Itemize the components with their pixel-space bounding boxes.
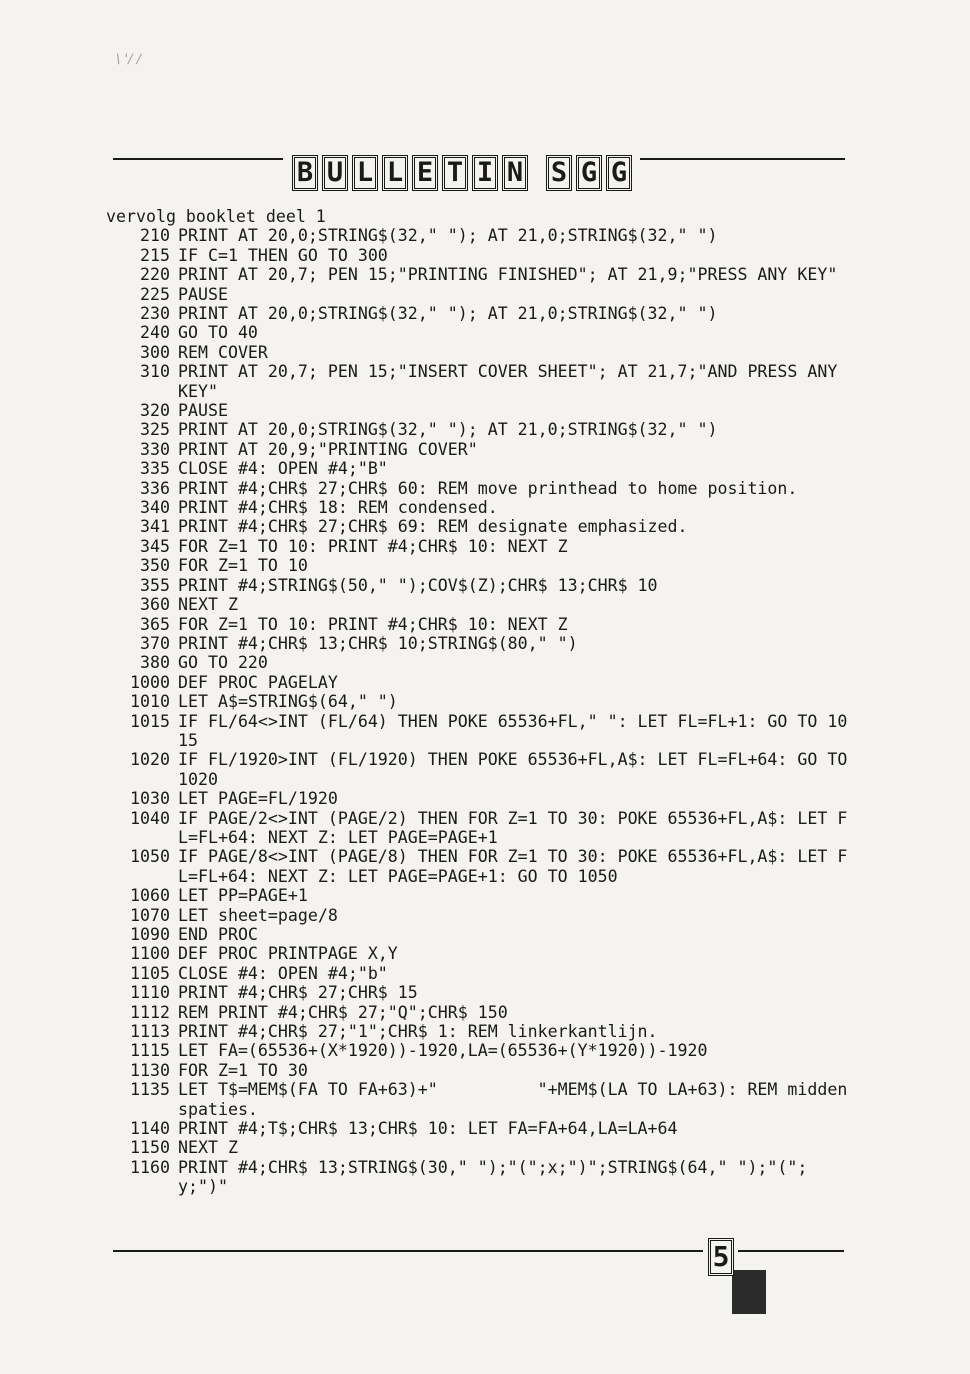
code-line (106, 323, 851, 342)
code-line (106, 285, 851, 304)
page-number: 5 (708, 1238, 734, 1276)
code-line (106, 1119, 851, 1138)
line-number: 350 (140, 556, 170, 576)
line-code: LET PAGE=FL/1920 (178, 789, 338, 809)
line-number: 1050 (130, 847, 170, 867)
line-number: 1040 (130, 808, 170, 828)
code-line (106, 304, 851, 323)
code-line (106, 595, 851, 614)
line-number: 1115 (130, 1041, 170, 1061)
banner-letter: L (382, 155, 408, 191)
line-number: 1070 (130, 905, 170, 925)
line-number: 1130 (130, 1060, 170, 1080)
line-code: DEF PROC PAGELAY (178, 672, 338, 692)
line-number: 365 (140, 614, 170, 634)
line-code: LET A$=STRING$(64," ") (178, 692, 398, 712)
line-number: 230 (140, 304, 170, 324)
line-number: 240 (140, 323, 170, 343)
code-line (106, 1041, 851, 1060)
listing-heading: vervolg booklet deel 1 (106, 207, 326, 226)
line-number: 330 (140, 439, 170, 459)
line-code: PRINT #4;CHR$ 27;"1";CHR$ 1: REM linkerkantlijn. (178, 1022, 658, 1042)
line-number: 341 (140, 517, 170, 537)
pencil-annotation: \ '/ / (116, 52, 141, 67)
banner-word-sgg (546, 155, 632, 191)
banner-letter: N (502, 155, 528, 191)
line-code: PRINT AT 20,0;STRING$(32," "); AT 21,0;STRING$(32," ") (178, 226, 718, 246)
line-number: 1113 (130, 1022, 170, 1042)
line-code: END PROC (178, 925, 258, 945)
line-number: 1135 (130, 1080, 170, 1100)
banner-letter: L (352, 155, 378, 191)
line-code: PRINT AT 20,0;STRING$(32," "); AT 21,0;STRING$(32," ") (178, 420, 718, 440)
line-code: PRINT #4;T$;CHR$ 13;CHR$ 10: LET FA=FA+64,LA=LA+64 (178, 1119, 678, 1139)
line-code: LET PP=PAGE+1 (178, 886, 308, 906)
line-number: 345 (140, 536, 170, 556)
line-code: GO TO 220 (178, 653, 268, 673)
banner-letter: T (442, 155, 468, 191)
line-code: PRINT AT 20,0;STRING$(32," "); AT 21,0;STRING$(32," ") (178, 304, 718, 324)
line-code: PRINT AT 20,7; PEN 15;"INSERT COVER SHEET"; AT 21,7;"AND PRESS ANY KEY" (178, 362, 848, 401)
line-number: 1112 (130, 1002, 170, 1022)
line-code: FOR Z=1 TO 10: PRINT #4;CHR$ 10: NEXT Z (178, 614, 568, 634)
banner-letter: U (322, 155, 348, 191)
code-line (106, 362, 851, 401)
code-line (106, 692, 851, 711)
line-code: PRINT #4;CHR$ 27;CHR$ 69: REM designate emphasized. (178, 517, 688, 537)
footer-rule-right (738, 1250, 844, 1252)
banner-letter: B (292, 155, 318, 191)
code-line (106, 226, 851, 245)
code-line (106, 498, 851, 517)
line-code: CLOSE #4: OPEN #4;"b" (178, 963, 388, 983)
line-number: 1060 (130, 886, 170, 906)
line-number: 1100 (130, 944, 170, 964)
line-code: PRINT #4;CHR$ 13;STRING$(30," ");"(";x;")";STRING$(64," ");"(";y;")" (178, 1157, 808, 1197)
line-number: 370 (140, 633, 170, 653)
code-line (106, 479, 851, 498)
line-code: PRINT #4;CHR$ 27;CHR$ 15 (178, 983, 418, 1003)
code-line (106, 634, 851, 653)
line-code: REM COVER (178, 342, 268, 362)
bulletin-banner (292, 155, 632, 197)
code-line (106, 1022, 851, 1041)
line-code: NEXT Z (178, 1138, 238, 1158)
code-line (106, 925, 851, 944)
code-line (106, 401, 851, 420)
line-code: LET FA=(65536+(X*1920))-1920,LA=(65536+(Y*1920))-1920 (178, 1041, 708, 1061)
code-line (106, 847, 851, 886)
line-number: 325 (140, 420, 170, 440)
code-line (106, 964, 851, 983)
line-code: IF PAGE/8<>INT (PAGE/8) THEN FOR Z=1 TO 30: POKE 65536+FL,A$: LET FL=FL+64: NEXT Z: LET PAGE=PAGE+1: GO TO 1050 (178, 847, 848, 886)
code-line (106, 1003, 851, 1022)
line-code: LET sheet=page/8 (178, 905, 338, 925)
header-rule-right (640, 158, 845, 160)
code-line (106, 246, 851, 265)
code-line (106, 1080, 858, 1119)
line-number: 1020 (130, 750, 170, 770)
line-number: 225 (140, 284, 170, 304)
line-code: PAUSE (178, 284, 228, 304)
code-line (106, 809, 851, 848)
line-code: PRINT AT 20,9;"PRINTING COVER" (178, 439, 478, 459)
code-line (106, 789, 851, 808)
code-line (106, 750, 858, 789)
line-number: 335 (140, 459, 170, 479)
code-line (106, 556, 851, 575)
line-number: 1000 (130, 672, 170, 692)
line-code: FOR Z=1 TO 10 (178, 556, 308, 576)
code-line (106, 1061, 851, 1080)
code-line (106, 576, 851, 595)
line-number: 1105 (130, 963, 170, 983)
line-code: REM PRINT #4;CHR$ 27;"Q";CHR$ 150 (178, 1002, 508, 1022)
line-code: IF FL/64<>INT (FL/64) THEN POKE 65536+FL," ": LET FL=FL+1: GO TO 1015 (178, 711, 848, 750)
code-lines (106, 226, 858, 1197)
line-number: 1160 (130, 1157, 170, 1177)
line-number: 1150 (130, 1138, 170, 1158)
line-code: GO TO 40 (178, 323, 258, 343)
banner-letter: G (606, 155, 632, 191)
line-number: 1015 (130, 711, 170, 731)
line-code: DEF PROC PRINTPAGE X,Y (178, 944, 398, 964)
line-number: 355 (140, 575, 170, 595)
code-line (106, 906, 851, 925)
code-line (106, 420, 851, 439)
banner-letter: G (576, 155, 602, 191)
code-line (106, 537, 851, 556)
line-number: 220 (140, 265, 170, 285)
line-number: 300 (140, 342, 170, 362)
line-number: 320 (140, 401, 170, 421)
line-number: 380 (140, 653, 170, 673)
code-line (106, 886, 851, 905)
line-number: 1010 (130, 692, 170, 712)
line-code: PRINT #4;CHR$ 27;CHR$ 60: REM move printhead to home position. (178, 478, 798, 498)
line-code: LET T$=MEM$(FA TO FA+63)+" "+MEM$(LA TO LA+63): REM midden spaties. (178, 1080, 858, 1119)
basic-listing (106, 207, 858, 1197)
line-number: 1110 (130, 983, 170, 1003)
line-number: 340 (140, 498, 170, 518)
code-line (106, 1158, 851, 1197)
line-code: IF FL/1920>INT (FL/1920) THEN POKE 65536+FL,A$: LET FL=FL+64: GO TO 1020 (178, 750, 858, 789)
line-code: PRINT #4;CHR$ 13;CHR$ 10;STRING$(80," ") (178, 633, 578, 653)
code-line (106, 615, 851, 634)
line-number: 336 (140, 478, 170, 498)
line-number: 215 (140, 245, 170, 265)
code-line (106, 944, 851, 963)
line-code: NEXT Z (178, 595, 238, 615)
line-code: CLOSE #4: OPEN #4;"B" (178, 459, 388, 479)
line-code: FOR Z=1 TO 30 (178, 1060, 308, 1080)
code-line (106, 265, 851, 284)
code-line (106, 1138, 851, 1157)
code-line (106, 343, 851, 362)
code-line (106, 673, 851, 692)
code-line (106, 653, 851, 672)
line-number: 1140 (130, 1119, 170, 1139)
code-line (106, 517, 851, 536)
code-line (106, 440, 851, 459)
line-code: IF C=1 THEN GO TO 300 (178, 245, 388, 265)
line-number: 310 (140, 362, 170, 382)
line-number: 1030 (130, 789, 170, 809)
code-line (106, 459, 851, 478)
line-code: PRINT #4;STRING$(50," ");COV$(Z);CHR$ 13;CHR$ 10 (178, 575, 658, 595)
line-number: 360 (140, 595, 170, 615)
banner-letter: S (546, 155, 572, 191)
line-code: IF PAGE/2<>INT (PAGE/2) THEN FOR Z=1 TO 30: POKE 65536+FL,A$: LET FL=FL+64: NEXT Z: LET PAGE=PAGE+1 (178, 808, 848, 847)
line-number: 210 (140, 226, 170, 246)
banner-word-bulletin (292, 155, 528, 191)
code-line (106, 712, 851, 751)
line-number: 1090 (130, 925, 170, 945)
line-code: FOR Z=1 TO 10: PRINT #4;CHR$ 10: NEXT Z (178, 536, 568, 556)
footer-rule-left (113, 1250, 703, 1252)
line-code: PRINT AT 20,7; PEN 15;"PRINTING FINISHED"; AT 21,9;"PRESS ANY KEY" (178, 265, 838, 285)
line-code: PAUSE (178, 401, 228, 421)
banner-letter: I (472, 155, 498, 191)
banner-letter: E (412, 155, 438, 191)
header-rule-left (113, 158, 283, 160)
page-number-shadow (732, 1270, 766, 1314)
code-line (106, 983, 851, 1002)
line-code: PRINT #4;CHR$ 18: REM condensed. (178, 498, 498, 518)
